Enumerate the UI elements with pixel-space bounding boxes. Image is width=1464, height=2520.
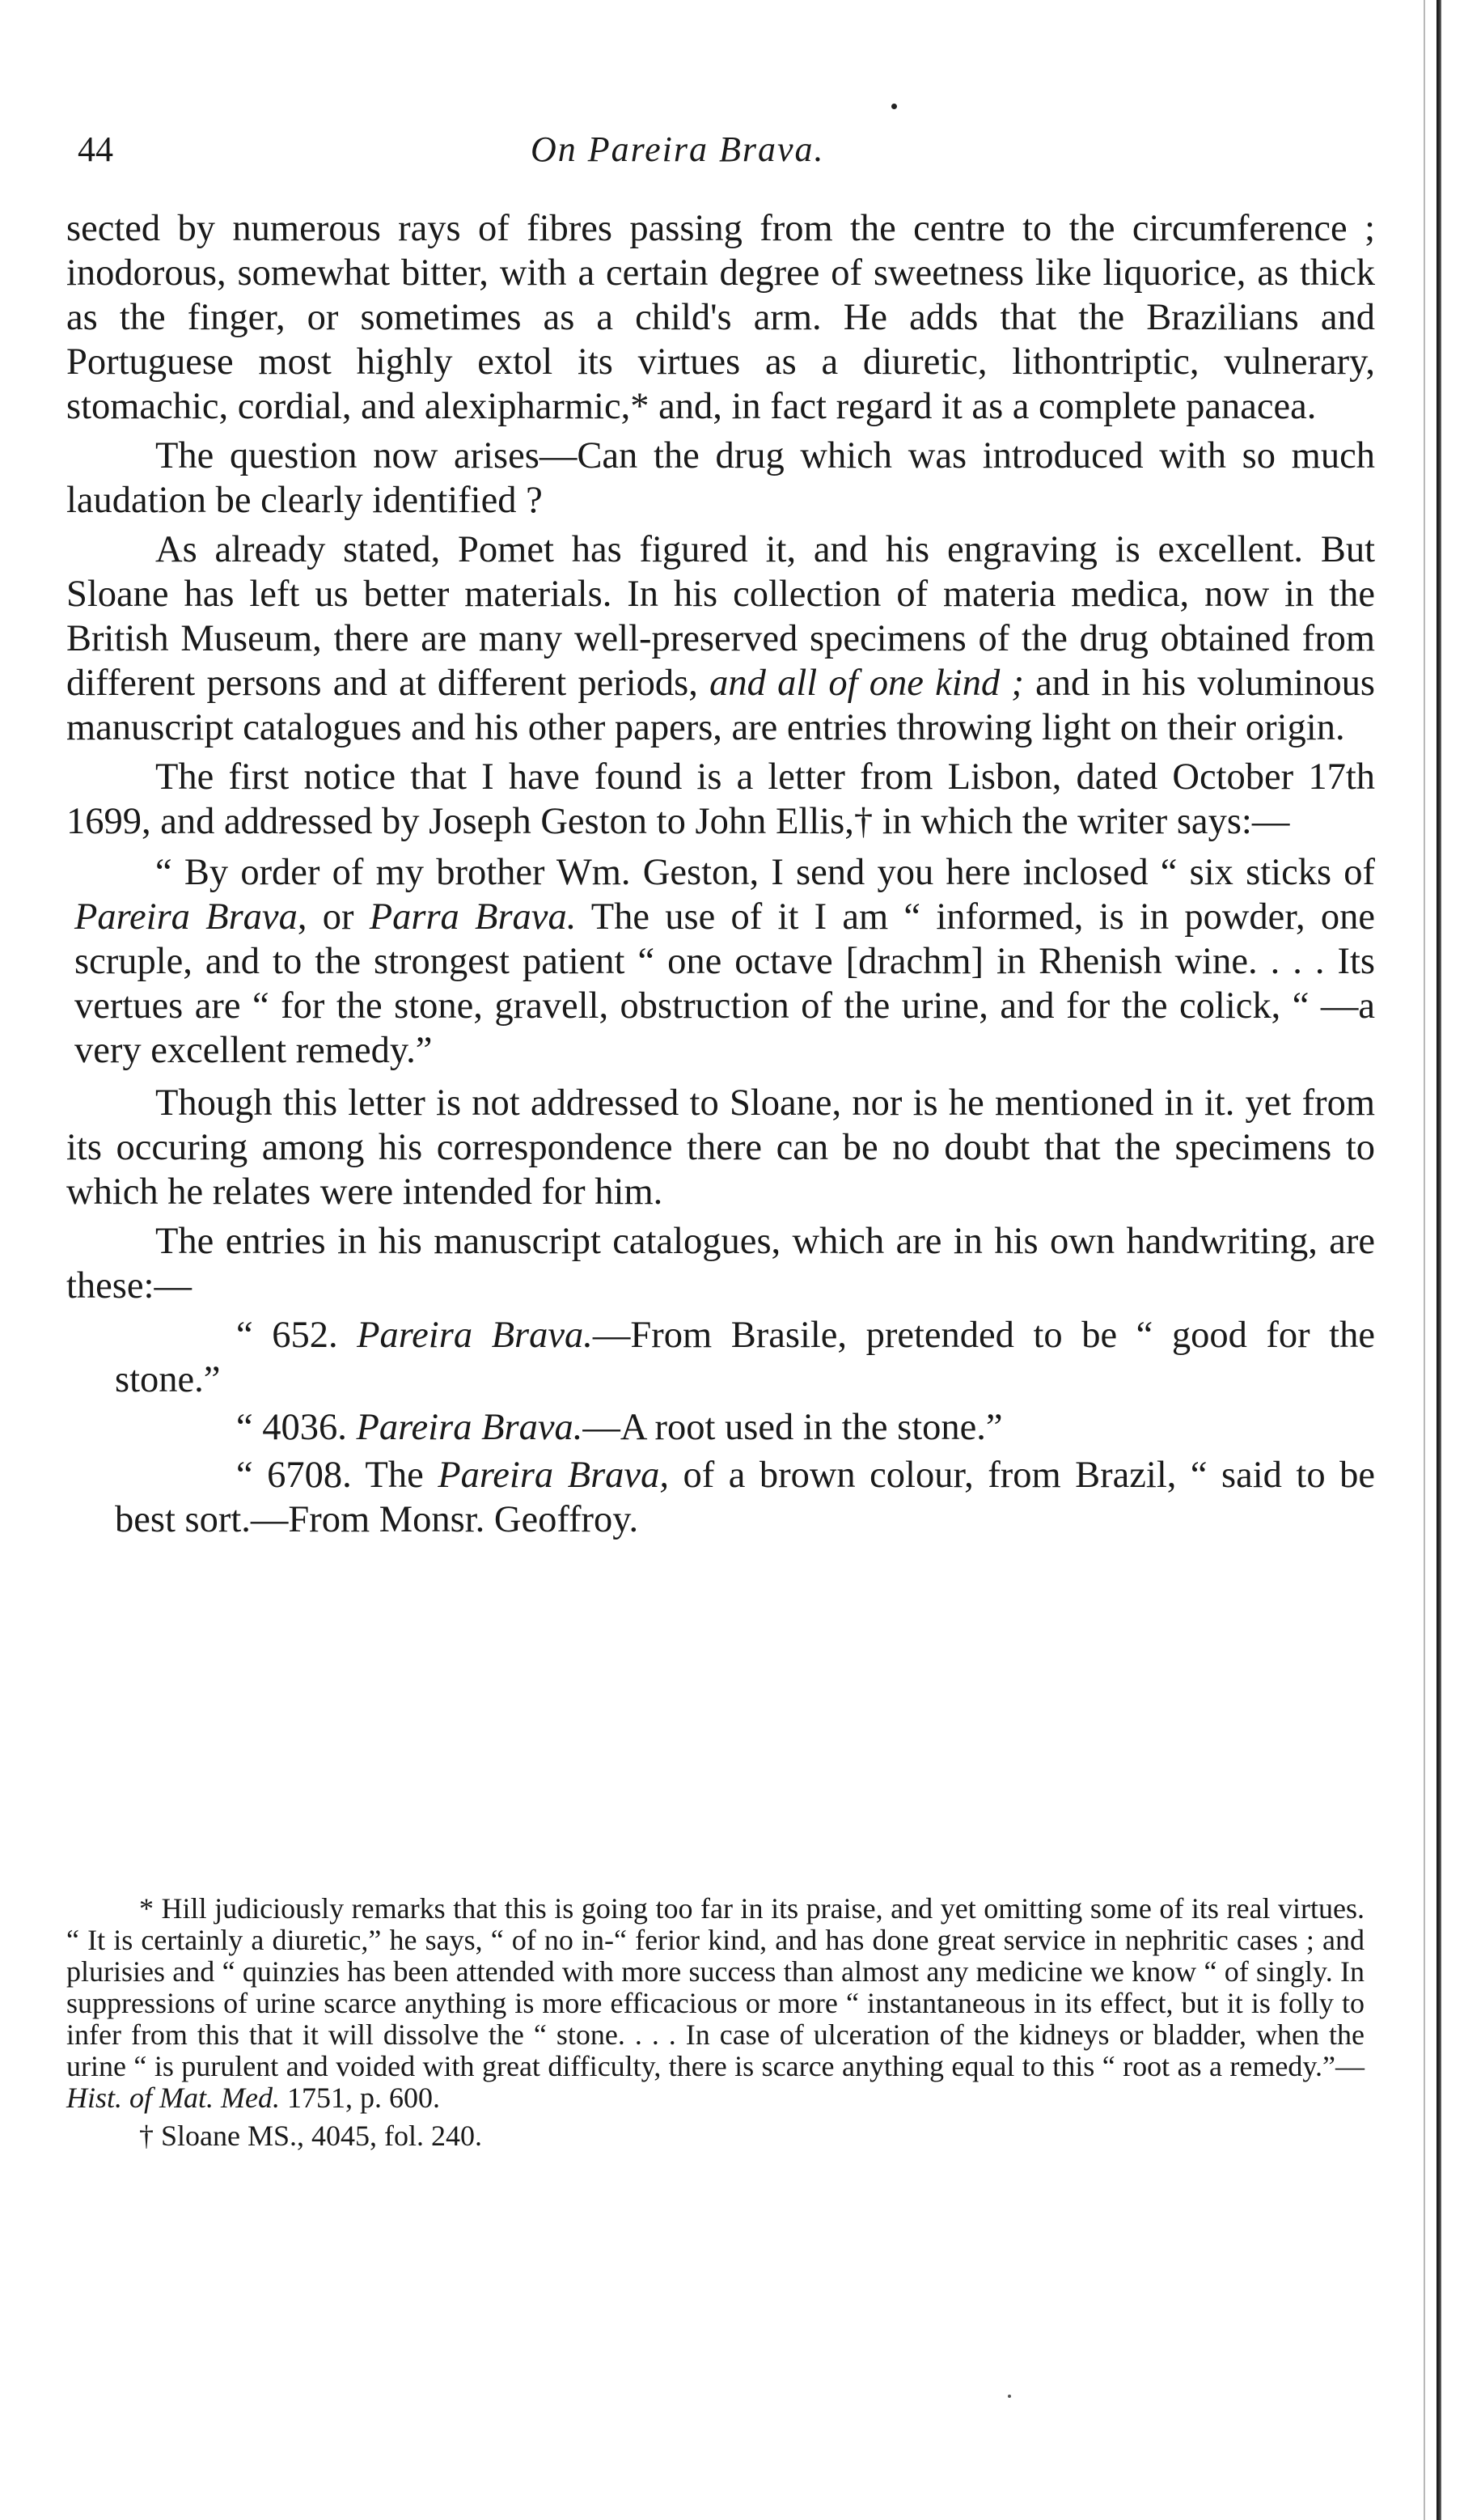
print-speck	[891, 104, 897, 109]
page-header	[78, 121, 1380, 178]
footnotes	[66, 1893, 1365, 2158]
paragraph-question: The question now arises—Can the drug which was introduced with so much laudation be clearly identified ?	[66, 435, 1375, 521]
letter-quote: “ By order of my brother Wm. Geston, I send you here inclosed “ six sticks of Pareira Brava, or Parra Brava. The use of it I am “ informed, is in powder, one scruple, and to the strongest patient “ one octave [drachm] in Rhenish wine. . . . Its vertues are “ for the stone, gravell, obstruction of the urine, and for the colick, “ —a very excellent remedy.”	[74, 852, 1375, 1071]
page-edge-shadow	[1424, 0, 1425, 2520]
page-edge-binding	[1436, 0, 1441, 2520]
paragraph-continued: sected by numerous rays of fibres passing from the centre to the circumference ; inodorous, somewhat bitter, with a certain degree of sweetness like liquorice, as thick as the finger, or sometimes as a child's arm. He adds that the Brazilians and Portuguese most highly extol its virtues as a diuretic, lithontriptic, vulnerary, stomachic, cordial, and alexipharmic,* and, in fact regard it as a complete panacea.	[66, 208, 1375, 427]
paragraph-sloane-materials: As already stated, Pomet has figured it, and his engraving is excellent. But Sloane has left us better materials. In his collection of materia medica, now in the British Museum, there are many well-preserved specimens of the drug obtained from different persons and at different periods, and all of one kind ; and in his voluminous manuscript catalogues and his other papers, are entries throwing light on their origin.	[66, 529, 1375, 748]
paragraph-correspondence: Though this letter is not addressed to Sloane, nor is he mentioned in it. yet from its occuring among his correspondence there can be no doubt that the specimens to which he relates were intended for him.	[66, 1082, 1375, 1213]
page-number: 44	[78, 129, 113, 169]
catalogue-entry: “ 4036. Pareira Brava.—A root used in the stone.”	[236, 1407, 1003, 1448]
paragraph-catalogue-intro: The entries in his manuscript catalogues, which are in his own handwriting, are these:—	[66, 1221, 1375, 1307]
catalogue-entry: “ 6708. The Pareira Brava, of a brown colour, from Brazil, “ said to be best sort.—From Monsr. Geoffroy.	[115, 1455, 1375, 1540]
running-head: On Pareira Brava.	[531, 129, 825, 169]
paragraph-lisbon-letter: The first notice that I have found is a letter from Lisbon, dated October 17th 1699, and addressed by Joseph Geston to John Ellis,† in which the writer says:—	[66, 756, 1375, 842]
footnote-hill: * Hill judiciously remarks that this is going too far in its praise, and yet omitting some of its real virtues. “ It is certainly a diuretic,” he says, “ of no in-“ ferior kind, and has done great service in nephritic cases ; and plurisies and “ quinzies has been attended with more success than almost any medicine we know “ of singly. In suppressions of urine scarce anything is more efficacious or more “ instantaneous in its effect, but it is folly to infer from this that it will dissolve the “ stone. . . . In case of ulceration of the kidneys or bladder, when the urine “ is purulent and voided with great difficulty, there is scarce anything equal to this “ root as a remedy.”—Hist. of Mat. Med. 1751, p. 600.	[66, 1892, 1365, 2114]
catalogue-entry: “ 652. Pareira Brava.—From Brasile, pretended to be “ good for the stone.”	[115, 1315, 1375, 1400]
footnote-sloane-ms: † Sloane MS., 4045, fol. 240.	[139, 2120, 483, 2152]
body-text	[66, 206, 1375, 1545]
catalogue-entries	[66, 1313, 1375, 1542]
print-speck	[1008, 2395, 1011, 2398]
